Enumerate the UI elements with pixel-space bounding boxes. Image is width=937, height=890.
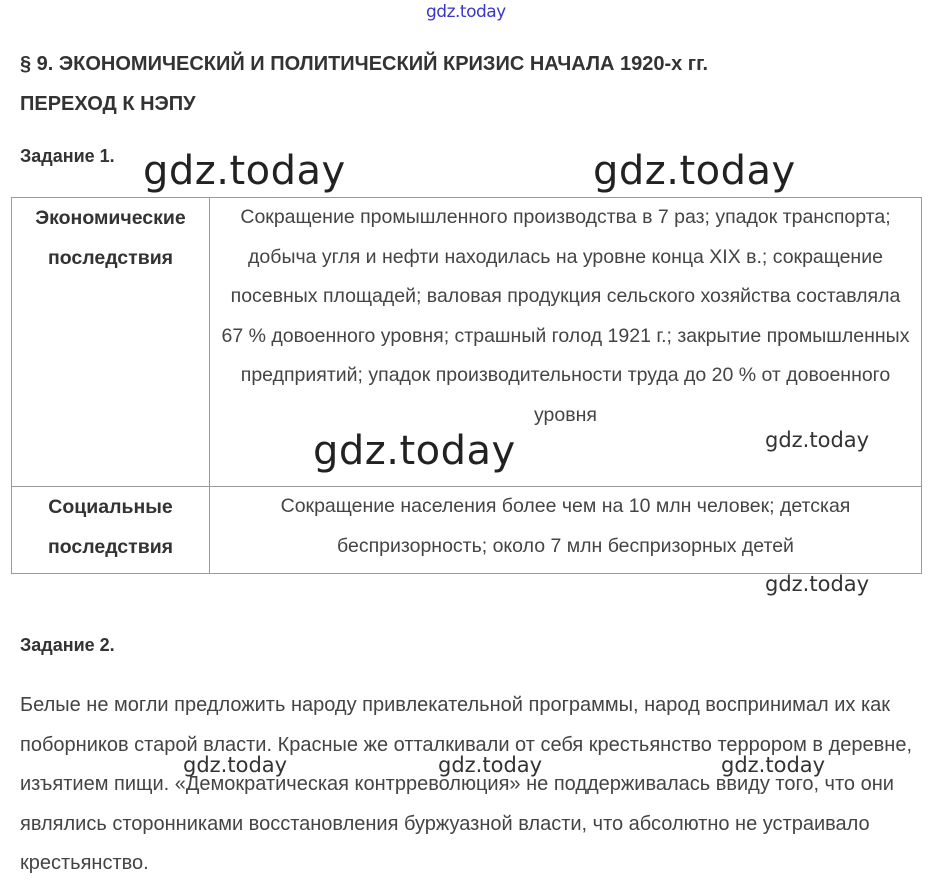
task-2-answer: Белые не могли предложить народу привлекательной программы, народ воспринимал их как поборников старой власти. Красные же отталкивали от себя крестьянство террором в деревне, изъятием пищи. «Демократическая контрреволюция» не поддерживалась ввиду того, что они являлись сторонниками восстановления буржуазной власти, что абсолютно не устраивало крестьянство. [20,694,913,874]
consequences-table [11,197,922,574]
row-text-economic: Сокращение промышленного производства в 7 раз; упадок транспорта; добыча угля и нефти находилась на уровне конца XIX в.; сокращение посевных площадей; валовая продукция сельского хозяйства составляла 67 % довоенного уровня; страшный голод 1921 г.; закрытие промышленных предприятий; упадок производительности труда до 20 % от довоенного уровня [210,198,922,487]
page-title-line-1: § 9. ЭКОНОМИЧЕСКИЙ И ПОЛИТИЧЕСКИЙ КРИЗИС НАЧАЛА 1920-х гг. [20,53,709,75]
watermark-big: gdz.today [313,428,516,474]
row-label-social: Социальные последствия [12,487,210,574]
watermark-big: gdz.today [593,148,796,194]
watermark-small: gdz.today [438,753,543,777]
task-1-title: Задание 1. [20,146,115,166]
watermark-top: gdz.today [426,2,506,22]
watermark-small: gdz.today [183,753,288,777]
row-text-tail: уровня [534,403,597,426]
watermark-small: gdz.today [765,428,870,452]
table-row [12,487,922,574]
watermark-small: gdz.today [721,753,826,777]
task-2-title: Задание 2. [20,635,115,655]
watermark-small: gdz.today [765,572,870,596]
row-text-social: Сокращение населения более чем на 10 млн человек; детская беспризорность; около 7 млн беспризорных детей [210,487,922,574]
row-label-economic: Экономические последствия [12,198,210,487]
page-title-line-2: ПЕРЕХОД К НЭПУ [20,93,196,115]
watermark-big: gdz.today [143,148,346,194]
page-title [20,44,920,124]
